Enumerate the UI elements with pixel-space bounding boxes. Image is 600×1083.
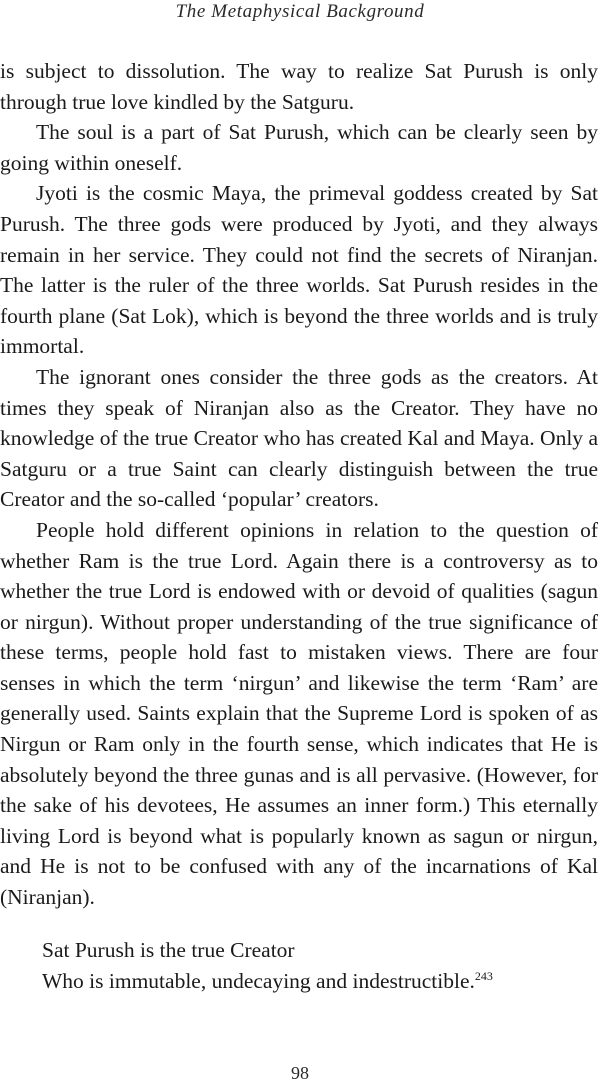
- verse-line-2: [42, 966, 598, 997]
- footnote-reference: 243: [474, 968, 493, 983]
- paragraph-ram-nirgun: People hold different opinions in relation to the question of whether Ram is the true Lord. Again there is a controversy as to whether the true Lord is endowed with or devoid of qualities (sagun or nirgun). Without proper understanding of the true significance of these terms, people hold fast to mistaken views. There are four senses in which the term ‘nirgun’ and likewise the term ‘Ram’ are generally used. Saints explain that the Supreme Lord is spoken of as Nirgun or Ram only in the fourth sense, which indicates that He is absolutely beyond the three gunas and is all pervasive. (However, for the sake of his devotees, He assumes an inner form.) This eternally living Lord is beyond what is popularly known as sagun or nirgun, and He is not to be confused with any of the incarnations of Kal (Niranjan).: [0, 517, 598, 910]
- verse-line-2-text: Who is immutable, undecaying and indestructible.: [42, 969, 475, 993]
- body-text: [0, 56, 598, 913]
- paragraph-creators: The ignorant ones consider the three gods as the creators. At times they speak of Niranjan also as the Creator. They have no knowledge of the true Creator who has created Kal and Maya. Only a Satguru or a true Saint can clearly distinguish between the true Creator and the so-called ‘popular’ creators.: [0, 364, 598, 512]
- running-head: The Metaphysical Background: [175, 1, 425, 22]
- paragraph-jyoti: Jyoti is the cosmic Maya, the primeval goddess created by Sat Purush. The three gods were produced by Jyoti, and they always remain in her service. They could not find the secrets of Niranjan. The latter is the ruler of the three worlds. Sat Purush resides in the fourth plane (Sat Lok), which is beyond the three worlds and is truly immortal.: [0, 181, 598, 359]
- paragraph-continued: is subject to dissolution. The way to realize Sat Purush is only through true love kindled by the Satguru.: [0, 59, 598, 114]
- verse-line-1: Sat Purush is the true Creator: [42, 938, 295, 962]
- page-number: 98: [291, 1063, 309, 1083]
- paragraph-soul: The soul is a part of Sat Purush, which can be clearly seen by going within oneself.: [0, 120, 598, 175]
- verse-quote: [42, 935, 598, 997]
